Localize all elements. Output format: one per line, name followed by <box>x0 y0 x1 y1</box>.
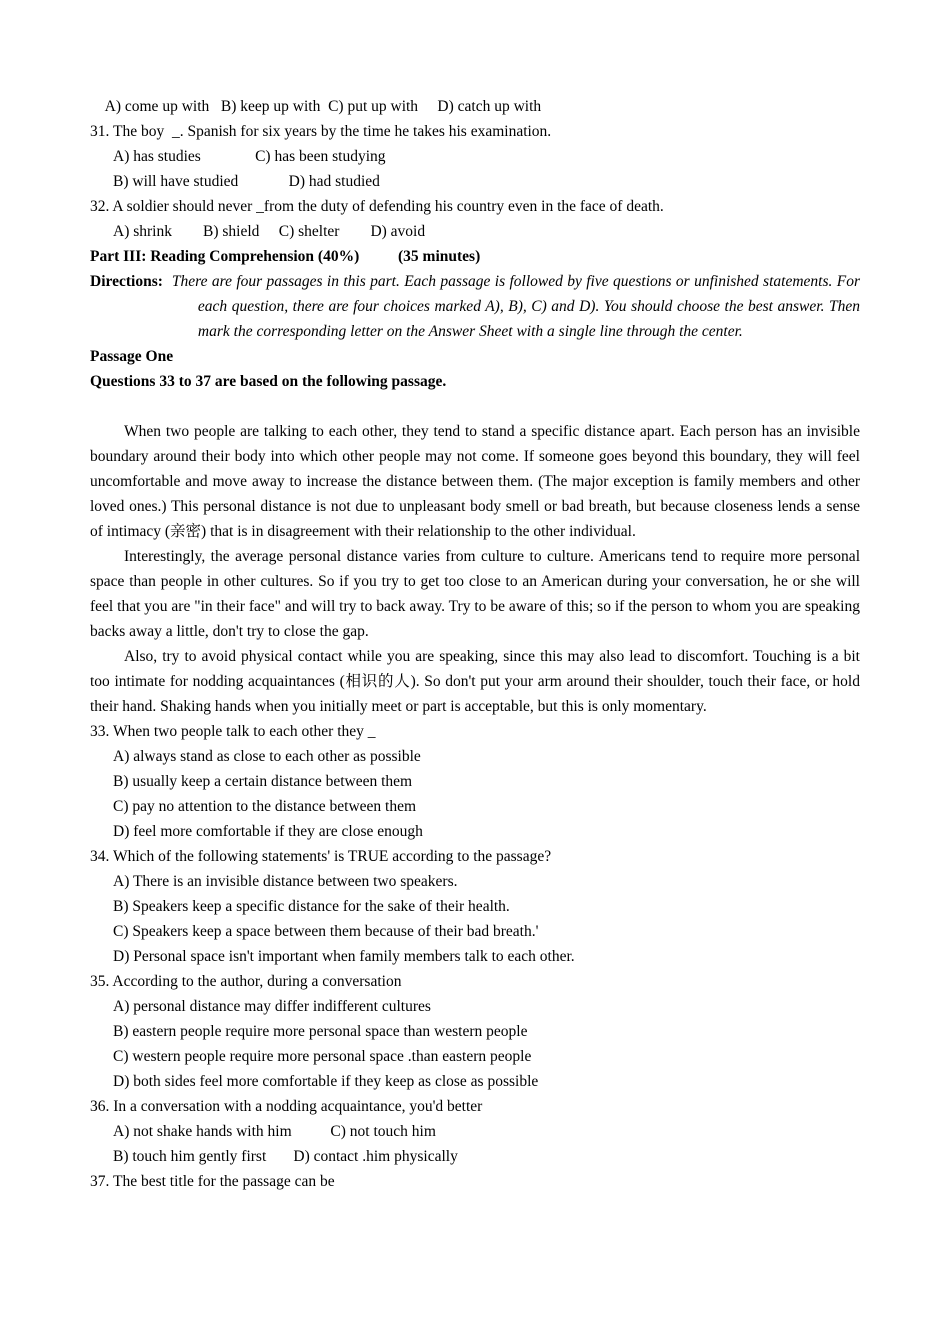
question-33-option-a: A) always stand as close to each other as possible <box>113 748 421 765</box>
passage-question-range: Questions 33 to 37 are based on the following passage. <box>90 373 447 390</box>
question-33-option-b: B) usually keep a certain distance between them <box>113 773 413 790</box>
directions-text: There are four passages in this part. Each passage is followed by five questions or unfinished statements. For each question, there are four choices marked A), B), C) and D). You should choose the best answer. Then mark the corresponding letter on the Answer Sheet with a single line through the center. <box>171 273 860 340</box>
question-34-stem: 34. Which of the following statements' is TRUE according to the passage? <box>90 848 552 865</box>
question-35-option-c: C) western people require more personal space .than eastern people <box>113 1048 532 1065</box>
question-34-option-b: B) Speakers keep a specific distance for the sake of their health. <box>113 898 510 915</box>
top-options-row: A) come up with B) keep up with C) put up with D) catch up with <box>90 98 542 115</box>
question-37-stem: 37. The best title for the passage can be <box>90 1173 335 1190</box>
passage-title: Passage One <box>90 348 174 365</box>
passage-paragraph-3: Also, try to avoid physical contact while you are speaking, since this may also lead to discomfort. Touching is a bit too intimate for nodding acquaintances (相识的人). So don't put your arm around their shoulder, touch their face, or hold their hand. Shaking hands when you initially meet or part is acceptable, but this is only momentary. <box>90 648 860 715</box>
question-35-option-d: D) both sides feel more comfortable if they keep as close as possible <box>113 1073 539 1090</box>
question-36-options-row-2: B) touch him gently first D) contact .him physically <box>113 1148 458 1165</box>
question-32-options-row-1: A) shrink B) shield C) shelter D) avoid <box>113 223 426 240</box>
question-35-option-b: B) eastern people require more personal space than western people <box>113 1023 528 1040</box>
document-body <box>90 94 860 1194</box>
question-35-option-a: A) personal distance may differ indifferent cultures <box>113 998 431 1015</box>
spacer <box>90 394 860 419</box>
question-33-option-c: C) pay no attention to the distance between them <box>113 798 417 815</box>
question-36-options-row-1: A) not shake hands with him C) not touch him <box>113 1123 436 1140</box>
question-34-option-a: A) There is an invisible distance between two speakers. <box>113 873 458 890</box>
passage-paragraph-1: When two people are talking to each other, they tend to stand a specific distance apart. Each person has an invisible boundary around their body into which other people may not come. If someone goes beyond this boundary, they will feel uncomfortable and move away to increase the distance between them. (The major exception is family members and other loved ones.) This personal distance is not due to unpleasant body smell or bad breath, but because closeness lends a sense of intimacy (亲密) that is in disagreement with their relationship to the other individual. <box>90 423 860 540</box>
question-31-options-row-2: B) will have studied D) had studied <box>113 173 380 190</box>
question-33-stem: 33. When two people talk to each other they _ <box>90 723 376 740</box>
directions-block <box>90 269 860 344</box>
question-31-stem: 31. The boy _. Spanish for six years by the time he takes his examination. <box>90 123 552 140</box>
question-33-option-d: D) feel more comfortable if they are close enough <box>113 823 423 840</box>
question-36-stem: 36. In a conversation with a nodding acquaintance, you'd better <box>90 1098 483 1115</box>
question-32-stem: 32. A soldier should never _from the duty of defending his country even in the face of death. <box>90 198 664 215</box>
question-35-stem: 35. According to the author, during a conversation <box>90 973 402 990</box>
question-34-option-c: C) Speakers keep a space between them because of their bad breath.' <box>113 923 539 940</box>
passage-paragraph-2: Interestingly, the average personal distance varies from culture to culture. Americans tend to require more personal space than people in other cultures. So if you try to get too close to an American during your conversation, he or she will feel that you are "in their face" and will try to back away. Try to be aware of this; so if the person to whom you are speaking backs away a little, don't try to close the gap. <box>90 548 860 640</box>
question-31-options-row-1: A) has studies C) has been studying <box>113 148 386 165</box>
question-34-option-d: D) Personal space isn't important when family members talk to each other. <box>113 948 575 965</box>
part-3-heading: Part III: Reading Comprehension (40%) (35 minutes) <box>90 248 481 265</box>
directions-label: Directions: <box>90 273 163 290</box>
